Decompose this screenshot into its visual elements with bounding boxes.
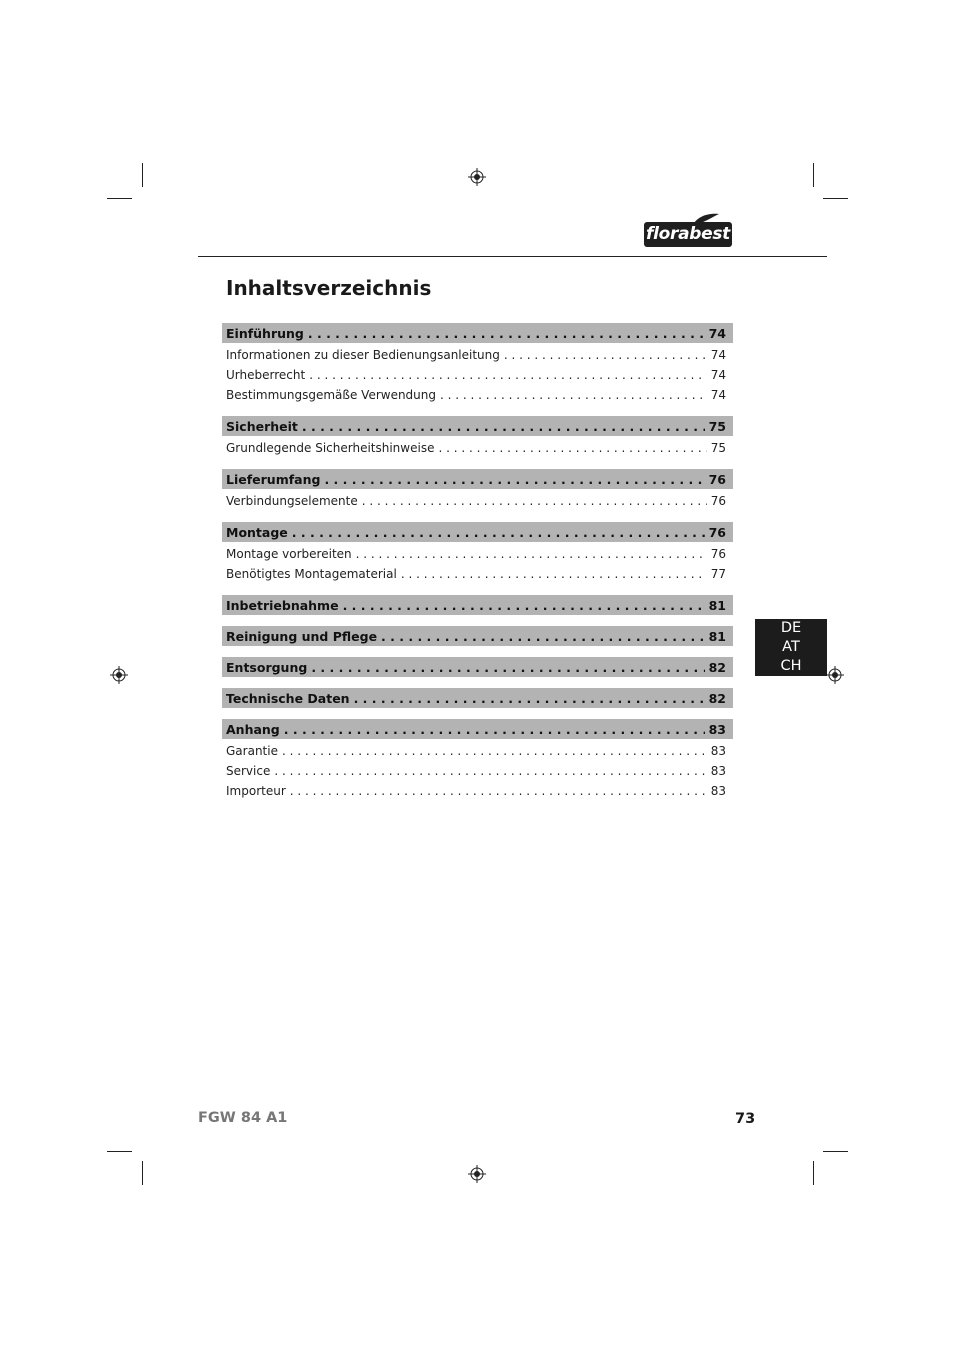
toc-entry-page: 83 [710,784,726,798]
toc-entry-title: Importeur [226,784,286,798]
toc-section-page: 76 [708,524,726,540]
toc-entry-page: 74 [710,368,726,382]
toc-section-title: Einführung [226,325,304,341]
toc-entry [222,491,733,511]
toc-entry-title: Grundlegende Sicherheitshinweise [226,441,435,455]
toc-section-title: Montage [226,524,288,540]
toc-leader [311,660,704,675]
toc-section-page: 76 [708,471,726,487]
crop-mark [823,198,848,199]
toc-leader [343,598,705,613]
registration-mark-icon [826,666,844,684]
toc-leader [362,494,707,508]
toc-entry-title: Garantie [226,744,278,758]
toc-section-page: 81 [708,597,726,613]
registration-mark-icon [468,1165,486,1183]
logo-text: florabest [645,224,730,244]
toc-entry [222,438,733,458]
crop-mark [142,1161,143,1185]
crop-mark [107,198,132,199]
crop-mark [107,1151,132,1152]
toc-entry-page: 76 [710,547,726,561]
toc-entry [222,544,733,564]
toc-section-page: 81 [708,628,726,644]
toc-section-page: 82 [708,659,726,675]
toc-entry-title: Bestimmungsgemäße Verwendung [226,388,437,402]
toc-entry [222,365,733,385]
toc-leader [354,691,705,706]
toc-entry-title: Informationen zu dieser Bedienungsanleitung [226,348,500,362]
table-of-contents [222,323,733,801]
toc-entry-title: Service [226,764,271,778]
toc-section-title: Anhang [226,721,280,737]
toc-entry-title: Verbindungselemente [226,494,358,508]
toc-entry [222,564,733,584]
language-code: AT [782,639,800,655]
toc-leader [356,547,707,561]
toc-leader [440,388,707,402]
toc-entry-page: 83 [710,744,726,758]
toc-entry [222,741,733,761]
toc-entry [222,385,733,405]
language-code: CH [780,658,802,674]
language-tab [755,619,827,676]
crop-mark [813,163,814,187]
toc-leader [274,764,706,778]
toc-leader [290,784,707,798]
toc-entry-page: 76 [710,494,726,508]
toc-section [222,719,733,739]
toc-section [222,688,733,708]
toc-section-page: 74 [708,325,726,341]
toc-leader [438,441,706,455]
toc-entry-page: 74 [710,388,726,402]
toc-leader [401,567,707,581]
toc-section [222,657,733,677]
toc-section [222,626,733,646]
toc-entry [222,345,733,365]
toc-section-title: Lieferumfang [226,471,321,487]
toc-section [222,595,733,615]
footer-model: FGW 84 A1 [198,1110,288,1126]
toc-section-page: 82 [708,690,726,706]
page-number: 73 [735,1111,756,1127]
toc-entry-page: 74 [710,348,726,362]
toc-entry [222,781,733,801]
toc-section [222,522,733,542]
page-title: Inhaltsverzeichnis [226,276,432,300]
toc-section [222,323,733,343]
toc-leader [309,368,707,382]
crop-mark [142,163,143,187]
toc-section-title: Inbetriebnahme [226,597,339,613]
toc-section-title: Technische Daten [226,690,350,706]
crop-mark [813,1161,814,1185]
toc-section-page: 83 [708,721,726,737]
registration-mark-icon [468,168,486,186]
toc-leader [302,419,705,434]
toc-leader [381,629,705,644]
toc-leader [324,472,704,487]
toc-section [222,469,733,489]
toc-leader [292,525,705,540]
toc-entry-title: Urheberrecht [226,368,306,382]
toc-section-title: Entsorgung [226,659,308,675]
toc-leader [504,348,707,362]
header-rule [198,256,827,257]
toc-entry-page: 75 [710,441,726,455]
toc-section [222,416,733,436]
toc-section-title: Reinigung und Pflege [226,628,378,644]
toc-entry-title: Montage vorbereiten [226,547,352,561]
toc-entry [222,761,733,781]
brand-logo [644,213,734,247]
toc-entry-page: 77 [710,567,726,581]
language-code: DE [780,620,802,636]
toc-entry-page: 83 [710,764,726,778]
toc-leader [308,326,705,341]
crop-mark [823,1151,848,1152]
toc-leader [282,744,707,758]
toc-entry-title: Benötigtes Montagematerial [226,567,397,581]
registration-mark-icon [110,666,128,684]
toc-section-page: 75 [708,418,726,434]
toc-leader [284,722,705,737]
toc-section-title: Sicherheit [226,418,298,434]
